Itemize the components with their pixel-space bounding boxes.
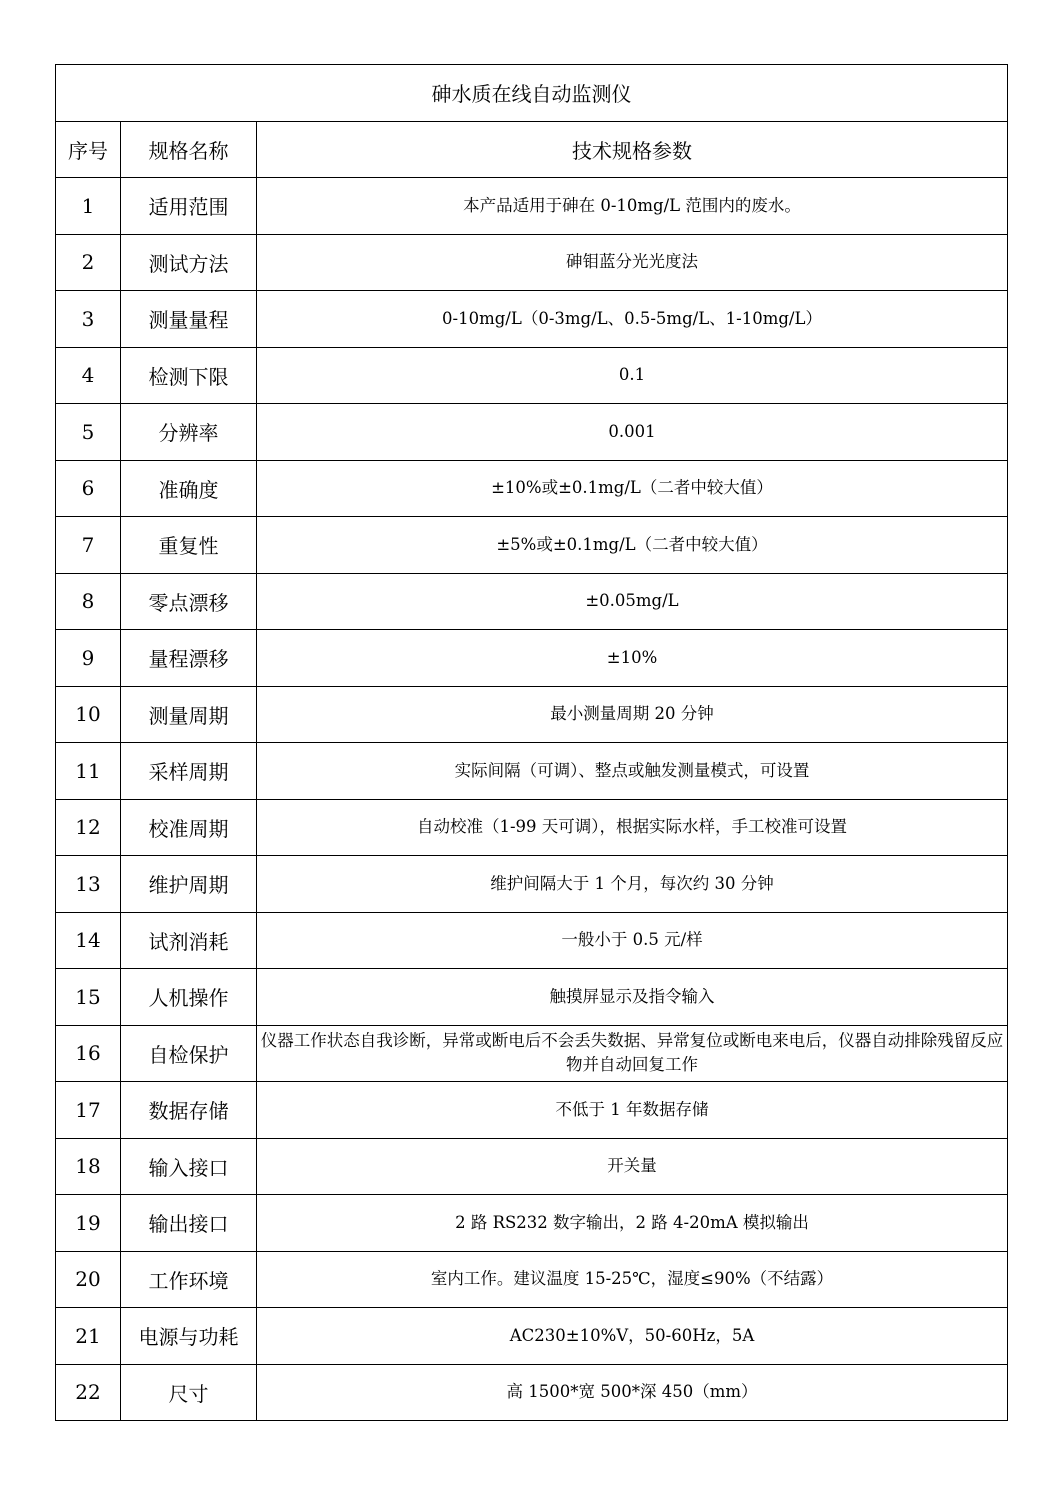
table-row [56, 178, 1008, 235]
row-index: 21 [56, 1308, 121, 1365]
table-row [56, 743, 1008, 800]
row-spec-value: 维护间隔大于 1 个月，每次约 30 分钟 [257, 856, 1008, 913]
row-index: 2 [56, 234, 121, 291]
row-index: 6 [56, 460, 121, 517]
row-spec-value: 高 1500*宽 500*深 450（mm） [257, 1364, 1008, 1421]
table-row [56, 1082, 1008, 1139]
row-spec-name: 准确度 [121, 460, 257, 517]
row-spec-name: 测试方法 [121, 234, 257, 291]
row-spec-value: 0.001 [257, 404, 1008, 461]
table-row [56, 404, 1008, 461]
row-spec-value: 不低于 1 年数据存储 [257, 1082, 1008, 1139]
row-spec-name: 工作环境 [121, 1251, 257, 1308]
row-spec-name: 自检保护 [121, 1025, 257, 1082]
row-spec-name: 量程漂移 [121, 630, 257, 687]
row-spec-value: AC230±10%V，50-60Hz，5A [257, 1308, 1008, 1365]
row-spec-name: 输出接口 [121, 1195, 257, 1252]
table-row [56, 1195, 1008, 1252]
row-index: 16 [56, 1025, 121, 1082]
table-row [56, 234, 1008, 291]
table-row [56, 1138, 1008, 1195]
row-index: 12 [56, 799, 121, 856]
row-index: 9 [56, 630, 121, 687]
row-spec-value: 砷钼蓝分光光度法 [257, 234, 1008, 291]
row-spec-value: 2 路 RS232 数字输出，2 路 4-20mA 模拟输出 [257, 1195, 1008, 1252]
row-index: 19 [56, 1195, 121, 1252]
row-spec-name: 适用范围 [121, 178, 257, 235]
row-spec-name: 试剂消耗 [121, 912, 257, 969]
row-index: 14 [56, 912, 121, 969]
table-row [56, 573, 1008, 630]
table-row [56, 969, 1008, 1026]
row-index: 5 [56, 404, 121, 461]
row-index: 22 [56, 1364, 121, 1421]
row-spec-name: 校准周期 [121, 799, 257, 856]
row-index: 7 [56, 517, 121, 574]
spec-table-body [56, 65, 1008, 1421]
row-spec-value: 最小测量周期 20 分钟 [257, 686, 1008, 743]
row-spec-value: ±10%或±0.1mg/L（二者中较大值） [257, 460, 1008, 517]
row-spec-name: 零点漂移 [121, 573, 257, 630]
row-index: 20 [56, 1251, 121, 1308]
table-row [56, 856, 1008, 913]
table-row [56, 630, 1008, 687]
row-spec-value: ±10% [257, 630, 1008, 687]
header-name: 规格名称 [121, 121, 257, 178]
row-spec-value: 室内工作。建议温度 15-25℃，湿度≤90%（不结露） [257, 1251, 1008, 1308]
row-index: 13 [56, 856, 121, 913]
row-index: 4 [56, 347, 121, 404]
table-row [56, 291, 1008, 348]
table-row [56, 1364, 1008, 1421]
row-spec-value: ±0.05mg/L [257, 573, 1008, 630]
row-spec-name: 输入接口 [121, 1138, 257, 1195]
row-spec-name: 检测下限 [121, 347, 257, 404]
row-spec-name: 人机操作 [121, 969, 257, 1026]
row-index: 17 [56, 1082, 121, 1139]
table-row [56, 912, 1008, 969]
row-spec-name: 分辨率 [121, 404, 257, 461]
row-index: 18 [56, 1138, 121, 1195]
table-row [56, 517, 1008, 574]
row-index: 11 [56, 743, 121, 800]
row-index: 1 [56, 178, 121, 235]
table-row [56, 1308, 1008, 1365]
row-spec-value: 触摸屏显示及指令输入 [257, 969, 1008, 1026]
row-spec-value: 0.1 [257, 347, 1008, 404]
row-spec-value: 一般小于 0.5 元/样 [257, 912, 1008, 969]
row-spec-name: 电源与功耗 [121, 1308, 257, 1365]
spec-table [55, 64, 1008, 1421]
row-index: 3 [56, 291, 121, 348]
row-index: 8 [56, 573, 121, 630]
table-row [56, 347, 1008, 404]
header-row [56, 121, 1008, 178]
header-value: 技术规格参数 [257, 121, 1008, 178]
row-index: 15 [56, 969, 121, 1026]
row-spec-value: ±5%或±0.1mg/L（二者中较大值） [257, 517, 1008, 574]
row-spec-name: 数据存储 [121, 1082, 257, 1139]
table-title: 砷水质在线自动监测仪 [56, 65, 1008, 122]
row-spec-value: 0-10mg/L（0-3mg/L、0.5-5mg/L、1-10mg/L） [257, 291, 1008, 348]
title-row [56, 65, 1008, 122]
row-spec-name: 采样周期 [121, 743, 257, 800]
row-index: 10 [56, 686, 121, 743]
header-index: 序号 [56, 121, 121, 178]
row-spec-value: 开关量 [257, 1138, 1008, 1195]
row-spec-value: 实际间隔（可调）、整点或触发测量模式，可设置 [257, 743, 1008, 800]
row-spec-name: 测量周期 [121, 686, 257, 743]
row-spec-name: 维护周期 [121, 856, 257, 913]
table-row [56, 1025, 1008, 1082]
table-row [56, 1251, 1008, 1308]
table-row [56, 799, 1008, 856]
row-spec-value: 本产品适用于砷在 0-10mg/L 范围内的废水。 [257, 178, 1008, 235]
table-row [56, 460, 1008, 517]
row-spec-value: 仪器工作状态自我诊断，异常或断电后不会丢失数据、异常复位或断电来电后，仪器自动排除残留反应物并自动回复工作 [257, 1025, 1008, 1082]
row-spec-name: 测量量程 [121, 291, 257, 348]
row-spec-name: 重复性 [121, 517, 257, 574]
row-spec-name: 尺寸 [121, 1364, 257, 1421]
table-row [56, 686, 1008, 743]
row-spec-value: 自动校准（1-99 天可调），根据实际水样，手工校准可设置 [257, 799, 1008, 856]
